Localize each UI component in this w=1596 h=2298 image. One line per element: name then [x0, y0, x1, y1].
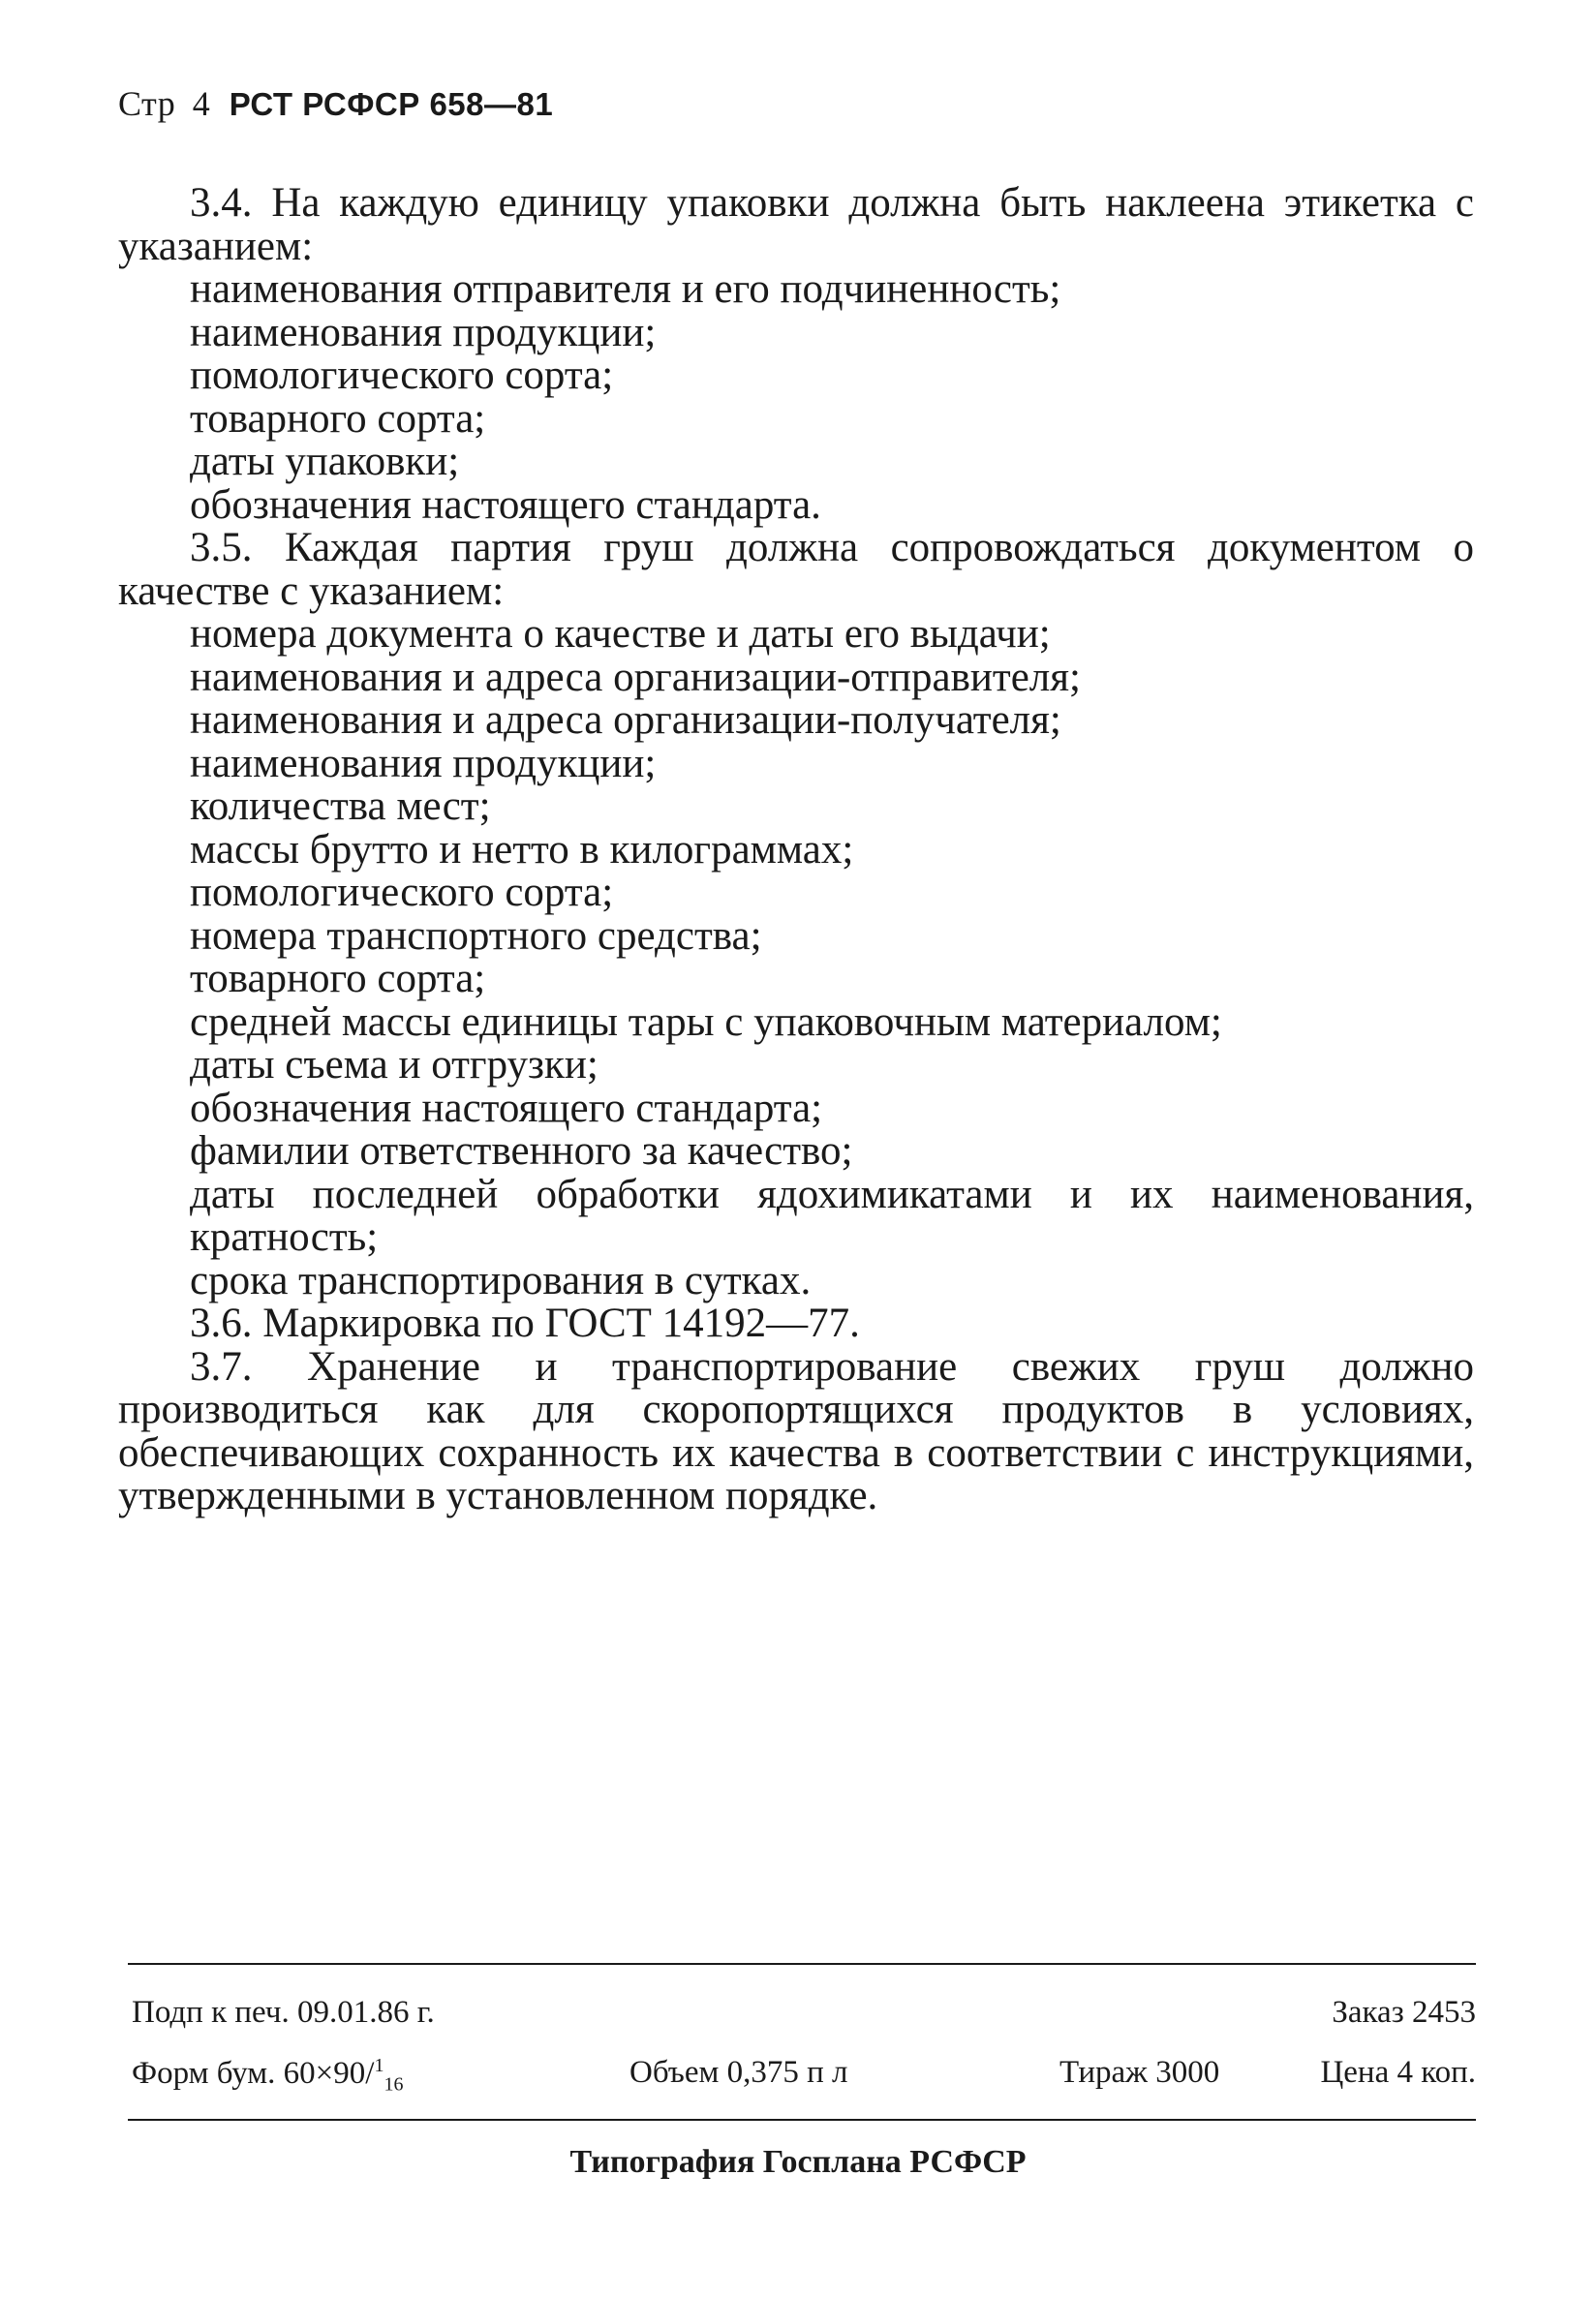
section-3-7: 3.7. Хранение и транспортирование свежих груш должно производиться как для скоропортящихся продуктов в условиях, обеспечивающих сохранность их качества в соответствии с инструкциями, утвержденными в установленном порядке. [118, 1343, 1474, 1518]
list-item: помологического сорта; [190, 352, 614, 398]
page-prefix: Стр [118, 84, 176, 123]
list-item: товарного сорта; [190, 956, 486, 1001]
list-item: обозначения настоящего стандарта; [190, 1085, 823, 1131]
section-3-6: 3.6. Маркировка по ГОСТ 14192—77. [190, 1301, 860, 1346]
list-item: номера транспортного средства; [190, 912, 762, 959]
list-item: помологического сорта; [190, 870, 614, 915]
list-item: наименования отправителя и его подчиненность; [190, 266, 1061, 312]
list-item: наименования продукции; [190, 309, 657, 355]
list-item: номера документа о качестве и даты его выдачи; [190, 611, 1051, 657]
list-item: обозначения настоящего стандарта. [190, 481, 821, 528]
list-item: наименования продукции; [190, 740, 657, 786]
list-item: даты последней обработки ядохимикатами и их наименования, кратность; [190, 1171, 1474, 1260]
document-body [118, 182, 1474, 1518]
printer-name: Типография Госплана РСФСР [569, 2144, 1027, 2180]
list-item: массы брутто и нетто в килограммах; [190, 826, 854, 873]
imprint-format [132, 2055, 403, 2097]
list-item: фамилии ответственного за качество; [190, 1128, 853, 1174]
list-item: количества мест; [190, 783, 491, 829]
imprint-volume: Объем 0,375 п л [629, 2055, 848, 2090]
list-item: товарного сорта; [190, 395, 486, 442]
list-item: наименования и адреса организации-отправителя; [190, 654, 1081, 700]
list-item: даты упаковки; [190, 439, 460, 484]
imprint-run: Тираж 3000 [1059, 2055, 1220, 2090]
page-number: 4 [192, 84, 211, 123]
imprint-top-rule [128, 1963, 1476, 1965]
page-header [118, 83, 553, 124]
section-3-5-lead: 3.5. Каждая партия груш должна сопровождаться документом о качестве с указанием: [118, 525, 1474, 614]
list-item: даты съема и отгрузки; [190, 1042, 598, 1088]
imprint-price: Цена 4 коп. [1320, 2055, 1476, 2090]
imprint-format-sub: 16 [384, 2073, 404, 2096]
list-item: срока транспортирования в сутках. [190, 1257, 812, 1303]
imprint-format-num: 1 [374, 2055, 384, 2076]
standard-code: РСТ РСФСР 658—81 [229, 86, 554, 122]
imprint-signed: Подп к печ. 09.01.86 г. [132, 1995, 435, 2030]
imprint-order: Заказ 2453 [1332, 1995, 1476, 2030]
imprint-format-main: Форм бум. 60×90/ [132, 2056, 375, 2091]
list-item: средней массы единицы тары с упаковочным материалом; [190, 998, 1222, 1045]
list-item: наименования и адреса организации-получателя; [190, 697, 1061, 743]
section-3-4-lead: 3.4. На каждую единицу упаковки должна быть наклеена этикетка с указанием: [118, 180, 1474, 269]
imprint-bottom-rule [128, 2119, 1476, 2121]
